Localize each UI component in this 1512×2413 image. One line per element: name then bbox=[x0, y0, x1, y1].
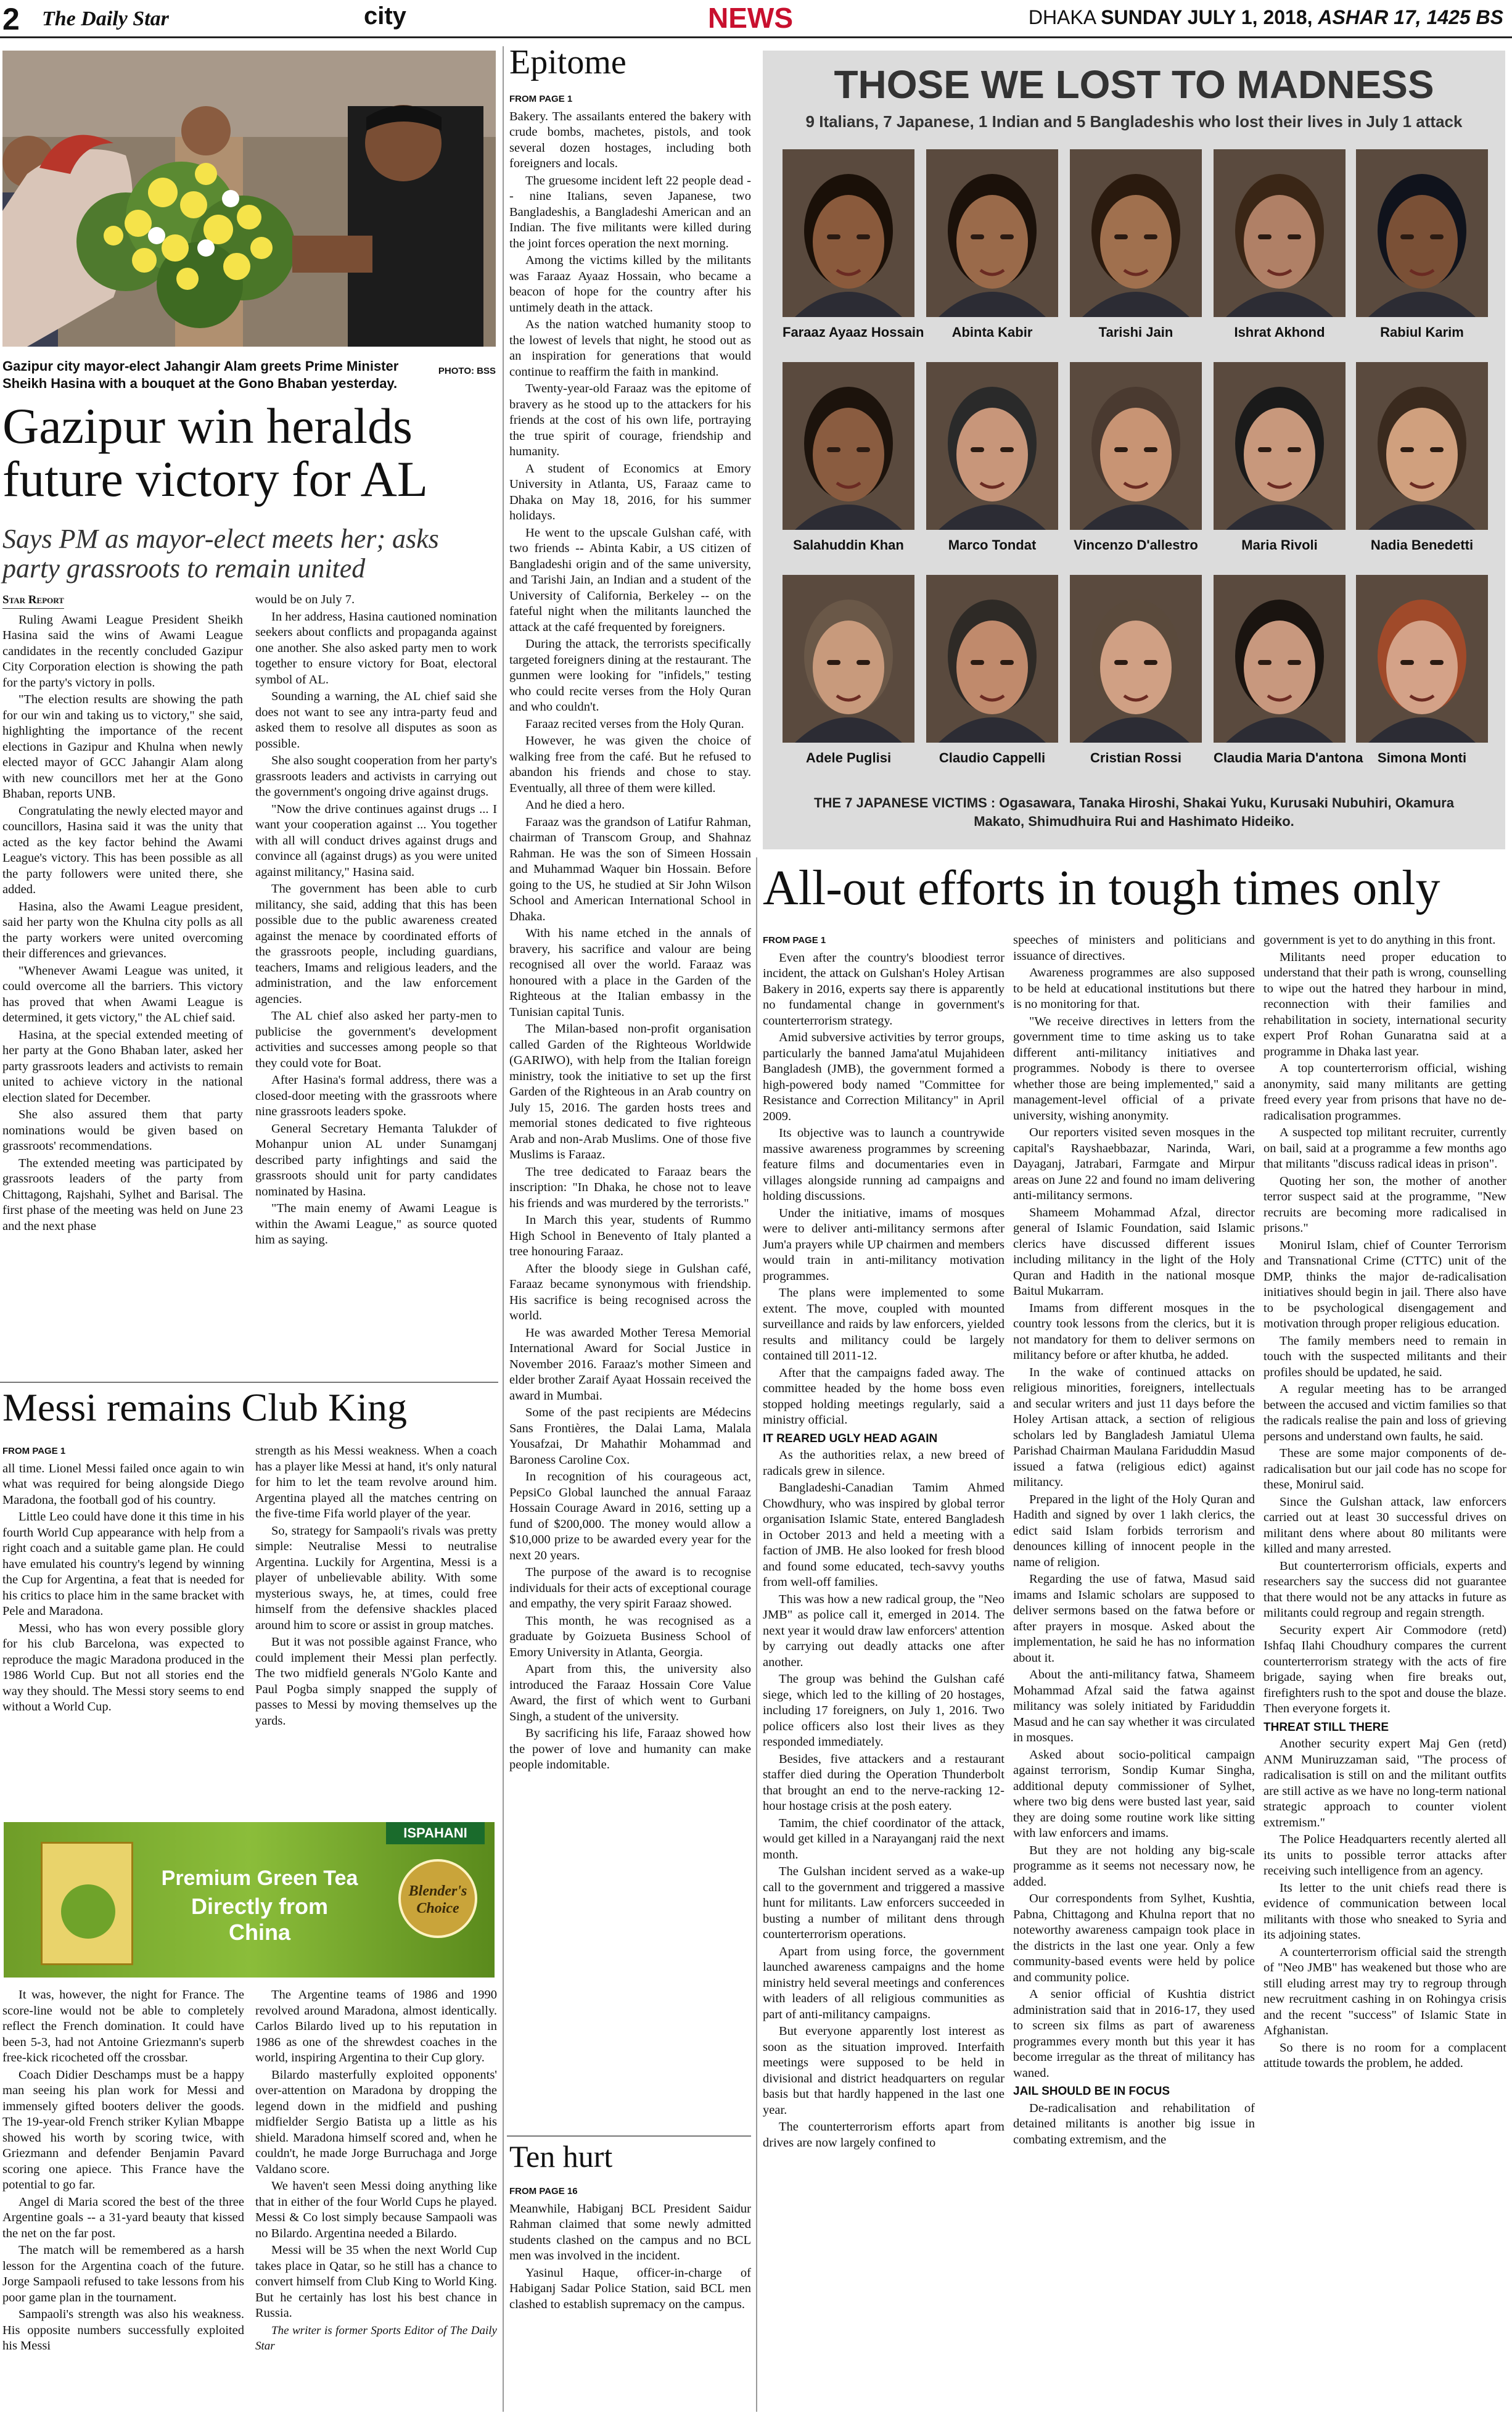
paragraph: About the anti-militancy fatwa, Shameem Mohammad Afzal said the fatwa against militancy was solely initiated by Fariduddin Masud and he can say whether it was circulated in mosques. bbox=[1013, 1668, 1255, 1744]
paragraph-list bbox=[2, 1461, 244, 1715]
paragraph: Bakery. The assailants entered the bakery with crude bombs, machetes, pistols, and took several dozen hostages, including both foreigners and locals. bbox=[509, 109, 751, 170]
paragraph: The government has been able to curb militancy, she said, adding that this has been possible due to the public awareness created against the menace by coordinated efforts of the grassroots people, including guardians, teachers, Imams and religious leaders, and the administration, and the law enforcement agencies. bbox=[255, 882, 497, 1006]
paragraph: It was, however, the night for France. The score-line would not be able to completely reflect the French domination. It could have been 5-3, had not Antoine Griezmann's superb free-kick ricocheted off the crossbar. bbox=[2, 1988, 244, 2064]
paragraph: The AL chief also asked her party-men to publicise the government's development activities and successes among people so that they could vote for Boat. bbox=[255, 1009, 497, 1070]
paragraph: Amid subversive activities by terror groups, particularly the banned Jama'atul Mujahideen Bangladesh (JMB), the government formed a high-powered body named "Committee for Resistance and Correction Militancy" in April 2009. bbox=[763, 1031, 1005, 1123]
ad-product-seal: Blender's Choice bbox=[398, 1859, 477, 1938]
victim-portrait bbox=[1070, 575, 1202, 743]
newspaper-logo: The Daily Star bbox=[42, 7, 169, 30]
masthead bbox=[0, 0, 1512, 38]
epitome-headline: Epitome bbox=[509, 43, 627, 81]
ten-hurt-col bbox=[509, 2184, 751, 2314]
victim-portrait bbox=[1214, 149, 1346, 317]
messi-col-2 bbox=[255, 1443, 497, 1730]
paragraph: Imams from different mosques in the country took lessons from the clerics, but it is not mandatory for them to deliver sermons on militancy before or after khutba, he added. bbox=[1013, 1301, 1255, 1362]
victim-card bbox=[926, 149, 1058, 340]
paragraph: "The election results are showing the path for our win and taking us to victory," she said, highlighting the importance of the recent elections in Gazipur and Khulna when newly elected mayor of GCC Jahangir Alam along with new councillors met her at the Gono Bhaban, reports UNB. bbox=[2, 693, 243, 801]
section-name: city bbox=[364, 2, 406, 30]
paragraph: De-radicalisation and rehabilitation of detained militants is another big issue in combating extremism, and the bbox=[1013, 2101, 1255, 2147]
paragraph: After Hasina's formal address, there was a closed-door meeting with the grassroots where nine grassroots leaders spoke. bbox=[255, 1073, 497, 1118]
allout-headline: All-out efforts in tough times only bbox=[763, 861, 1440, 915]
victim-portrait bbox=[926, 362, 1058, 530]
paragraph: In her address, Hasina cautioned nomination seekers about conflicts and propaganda against one another. She also asked party men to work together to ensure victory for Boat, electoral symbol of AL. bbox=[255, 609, 497, 687]
victim-name: Tarishi Jain bbox=[1098, 324, 1173, 340]
paragraph: Our correspondents from Sylhet, Kushtia, Pabna, Chittagong and Khulna report that no noteworthy awareness campaign took place in the districts in the last one year. Only a few community-based events were held by police and community police. bbox=[1013, 1892, 1255, 1984]
paragraph: Apart from using force, the government launched awareness campaigns and the home ministry held several meetings and conferences with leaders of all religious communities as part of anti-militancy campaigns. bbox=[763, 1944, 1005, 2021]
issue-date bbox=[1029, 6, 1503, 29]
subhead: IT REARED UGLY HEAD AGAIN bbox=[763, 1432, 938, 1445]
allout-col-2 bbox=[1013, 933, 1255, 2149]
paragraph: As the authorities relax, a new breed of radicals grew in silence. bbox=[763, 1448, 1005, 1478]
paragraph: A suspected top militant recruiter, currently on bail, said at a programme a few months ago that militants "discuss radical ideas in prison". bbox=[1263, 1126, 1506, 1171]
victim-portrait bbox=[926, 149, 1058, 317]
paragraph: Angel di Maria scored the best of the three Argentine goals -- a 31-yard beauty that kissed the net on the far post. bbox=[2, 2195, 244, 2240]
page-number: 2 bbox=[2, 2, 20, 36]
japanese-victims-list: THE 7 JAPANESE VICTIMS : Ogasawara, Tanaka Hiroshi, Shakai Yuku, Kurusaki Nubuhiri, Okamura Makato, Shimudhuira Rui and Hashimato Hideiko. bbox=[814, 795, 1454, 829]
paragraph: As the nation watched humanity stoop to the lowest of levels that night, he stood out as an inspiration for generations that would continue to reaffirm the faith in mankind. bbox=[509, 318, 751, 379]
paragraph: The family members need to remain in touch with the suspected militants and their profiles should be updated, he said. bbox=[1263, 1334, 1506, 1379]
victim-card bbox=[1214, 362, 1346, 553]
paragraph: all time. Lionel Messi failed once again to win what was required for being alongside Diego Maradona, the football god of his country. bbox=[2, 1461, 244, 1507]
paragraph-list bbox=[509, 2201, 751, 2313]
paragraph: The Police Headquarters recently alerted all its units to possible terror attacks after receiving such intelligence from an agency. bbox=[1263, 1833, 1506, 1878]
paragraph: Security expert Air Commodore (retd) Ishfaq Ilahi Choudhury compares the current counterterrorism strategy with the acts of fire brigade, saying when fire breaks out, firefighters rush to the spot and douse the blaze. Then everyone forgets it. bbox=[1263, 1623, 1506, 1715]
paragraph: "We receive directives in letters from the government time to time asking us to take different anti-militancy initiatives and programmes. Nobody is there to oversee whether those are being implemented," said a management-level official of a private university, wishing anonymity. bbox=[1013, 1014, 1255, 1123]
paragraph: She also assured them that party nominations would be given based on grassroots' recommendations. bbox=[2, 1108, 243, 1153]
category-label: NEWS bbox=[708, 2, 793, 34]
kicker: FROM PAGE 1 bbox=[2, 1446, 66, 1456]
paragraph: A top counterterrorism official, wishing anonymity, said many militants are getting freed every year from prisons that have no de-radicalisation programmes. bbox=[1263, 1062, 1506, 1123]
gazipur-col-2 bbox=[255, 592, 497, 1250]
paragraph: Asked about socio-political campaign against terrorism, Sondip Kumar Singha, additional deputy commissioner of Sylhet, where two big dens were busted last year, said they are doing some routine work like sitting with law enforcers and imams. bbox=[1013, 1747, 1255, 1840]
paragraph: The purpose of the award is to recognise individuals for their acts of exceptional courage and empathy, the very spirit Faraaz showed. bbox=[509, 1565, 751, 1611]
victim-name: Vincenzo D'allestro bbox=[1074, 537, 1198, 553]
ad-line-2: Directly from China bbox=[191, 1894, 329, 1945]
paragraph: would be on July 7. bbox=[255, 593, 355, 606]
victim-name: Salahuddin Khan bbox=[793, 537, 904, 553]
paragraph: Hasina, also the Awami League president, said her party won the Khulna city polls as all the party workers were united overcoming their differences and grievances. bbox=[2, 899, 243, 960]
memorial-panel bbox=[763, 51, 1505, 849]
photo-credit: PHOTO: BSS bbox=[438, 366, 496, 376]
paragraph: A counterterrorism official said the strength of "Neo JMB" has weakened but those who are still eluding arrest may try to regroup through new recruitment cashing in on Rohingya crisis and the recent "success" of Islamic State in Afghanistan. bbox=[1263, 1945, 1506, 2037]
paragraph: Awareness programmes are also supposed to be held at educational institutions but there is no monitoring for that. bbox=[1013, 966, 1255, 1011]
paragraph: She also sought cooperation from her party's grassroots leaders and activists in carrying out the government's ongoing drive against drugs. bbox=[255, 754, 497, 799]
messi-col-1 bbox=[2, 1443, 244, 1717]
paragraph: He was awarded Mother Teresa Memorial International Award for Social Justice in November 2016. Faraaz's mother Simeen and elder brother Zaraif Ayaat Hossain received the award in Mumbai. bbox=[509, 1326, 751, 1403]
kicker: FROM PAGE 16 bbox=[509, 2186, 578, 2196]
victim-card bbox=[1356, 575, 1488, 766]
victim-name: Cristian Rossi bbox=[1090, 750, 1181, 765]
paragraph: Quoting her son, the mother of another terror suspect said at the programme, "New recruits are becoming more radicalised in prisons." bbox=[1263, 1174, 1506, 1235]
paragraph: Shameem Mohammad Afzal, director general of Islamic Foundation, said Islamic clerics have discussed different issues including militancy in the light of the Holy Quran and Hadith in the national mosque Baitul Mukarram. bbox=[1013, 1205, 1255, 1298]
hasina-bouquet-photo bbox=[2, 51, 496, 347]
paragraph: "The main enemy of Awami League is within the Awami League," as source quoted him as saying. bbox=[255, 1202, 497, 1247]
photo-illustration bbox=[2, 51, 496, 347]
paragraph-list bbox=[255, 592, 497, 1248]
ten-hurt-headline: Ten hurt bbox=[509, 2139, 613, 2174]
paragraph: The Gulshan incident served as a wake-up call to the government and triggered a massive hunt for militants. Law enforcers succeeded in busting a number of militant dens through counterterrorism operations. bbox=[763, 1865, 1005, 1941]
paragraph: Some of the past recipients are Médecins Sans Frontières, the Dalai Lama, Malala Yousafzai, Dr Mahathir Mohammad and Baroness Caroline Cox. bbox=[509, 1406, 751, 1467]
paragraph: The match will be remembered as a harsh lesson for the Argentina coach of the future. Jorge Sampaoli refused to take lessons from his poor game plan in the tournament. bbox=[2, 2243, 244, 2304]
paragraph: Bilardo masterfully exploited opponents' over-attention on Maradona by dropping the legend down in the midfield and pushing midfielder Sergio Batista up a little as his shield. Maradona himself scored and, when he couldn't, he made Jorge Burruchaga and Jorge Valdano score. bbox=[255, 2068, 497, 2176]
gazipur-col-1 bbox=[2, 592, 243, 1235]
ad-line-1: Premium Green Tea bbox=[161, 1866, 358, 1890]
victim-card bbox=[1356, 149, 1488, 340]
paragraph: Our reporters visited seven mosques in the capital's Rayshaebbazar, Narinda, Wari, Dayaganj, Jatrabari, Farmgate and Mirpur areas on June 22 and found no imam delivering anti-militancy sermons. bbox=[1013, 1126, 1255, 1202]
victim-card bbox=[1070, 362, 1202, 553]
paragraph: "Now the drive continues against drugs ... I want your cooperation against ... You together with all will conduct drives against drugs and convince all (against drugs) as you were united against militancy," Hasina said. bbox=[255, 802, 497, 879]
paragraph: Its letter to the unit chiefs read there is evidence of communication between local militants with those who sneaked to Syria and its adjoining states. bbox=[1263, 1881, 1506, 1942]
paragraph: The gruesome incident left 22 people dead -- nine Italians, seven Japanese, two Bangladeshis, a Bangladeshi American and an Indian. The five militants were killed during the joint forces operation the next morning. bbox=[509, 173, 751, 250]
paragraph: Since the Gulshan attack, law enforcers carried out at least 30 successful drives on militant dens where about 80 militants were killed and many arrested. bbox=[1263, 1495, 1506, 1556]
paragraph: After the bloody siege in Gulshan café, Faraaz became synonymous with friendship. His sacrifice is being recognised across the world. bbox=[509, 1261, 751, 1322]
paragraph: A regular meeting has to be arranged between the accused and victim families so that the radicals realise the pain and loss of grieving persons and understand own faults, he said. bbox=[1263, 1382, 1506, 1443]
paragraph: Hasina, at the special extended meeting of her party at the Gono Bhaban later, asked her party grassroots leaders and activists to remain united to achieve victory in the national election slated for December. bbox=[2, 1028, 243, 1105]
victim-card bbox=[783, 149, 924, 340]
kicker: FROM PAGE 1 bbox=[763, 935, 826, 946]
victim-card bbox=[1214, 575, 1363, 766]
epitome-col bbox=[509, 91, 751, 1775]
messi-col-4 bbox=[255, 1987, 497, 2356]
victim-portrait bbox=[1070, 149, 1202, 317]
section-divider bbox=[0, 1382, 498, 1383]
victim-name: Abinta Kabir bbox=[951, 324, 1033, 340]
paragraph: Besides, five attackers and a restaurant staffer died during the Operation Thunderbolt that brought an end to the nerve-racking 12-hour hostage crisis at the posh eatery. bbox=[763, 1752, 1005, 1813]
paragraph: Under the initiative, imams of mosques were to deliver anti-militancy sermons after Jum'a prayers while UP chairmen and members would train in anti-militancy motivation programmes. bbox=[763, 1206, 1005, 1283]
victim-card bbox=[783, 575, 914, 766]
paragraph: Apart from this, the university also introduced the Faraaz Hossain Core Value Award, the first of which went to Gurbani Singh, a student of the university. bbox=[509, 1662, 751, 1723]
paragraph: In the wake of continued attacks on religious minorities, foreigners, intellectuals and secular writers and just 11 days before the Holey Artisan attack, a section of religious scholars led by Bangladesh Jamiatul Ulema Parishad Chairman Maulana Fariduddin Masud issued a fatwa (religious edict) against militancy. bbox=[1013, 1365, 1255, 1489]
paragraph: Congratulating the newly elected mayor and councillors, Hasina said it was the unity that acted as the key factor behind the Awami League's victory. This has been possible as all the party followers were united there, she added. bbox=[2, 804, 243, 896]
paragraph-list bbox=[255, 1443, 497, 1729]
writer-note: The writer is former Sports Editor of The Daily Star bbox=[255, 2324, 497, 2353]
green-tea-advertisement[interactable] bbox=[4, 1822, 495, 1978]
messi-headline: Messi remains Club King bbox=[2, 1385, 407, 1429]
paragraph: Monirul Islam, chief of Counter Terrorism and Transnational Crime (CTTC) unit of the DMP, thinks the major de-radicalisation initiatives should begin in jail. There also have to be psychological disengagement and motivation through proper religious education. bbox=[1263, 1238, 1506, 1330]
victim-portrait bbox=[1356, 149, 1488, 317]
paragraph: strength as his Messi weakness. When a coach has a player like Messi at hand, it's only natural for him to let the team revolve around him. Argentina played all the matches centring on the five-time Fifa world player of the year. bbox=[255, 1444, 497, 1520]
paragraph: However, he was given the choice of walking free from the café. But he refused to abandon his friends and chose to stay. Eventually, all three of them were killed. bbox=[509, 734, 751, 795]
kicker: FROM PAGE 1 bbox=[509, 94, 573, 104]
paragraph: government is yet to do anything in this front. bbox=[1263, 933, 1496, 947]
victim-name: Claudio Cappelli bbox=[939, 750, 1046, 765]
victim-name: Faraaz Ayaaz Hossain bbox=[783, 324, 924, 340]
victim-card bbox=[926, 575, 1058, 766]
paragraph: This was how a new radical group, the "Neo JMB" as police call it, emerged in 2014. The next year it would draw law enforcers' attention by carrying out deadly attacks one after another. bbox=[763, 1592, 1005, 1669]
victim-portrait bbox=[783, 149, 914, 317]
paragraph: Even after the country's bloodiest terror incident, the attack on Gulshan's Holey Artisan Bakery in 2016, experts say there is apparently no fundamental change in government's counterterrorism strategy. bbox=[763, 951, 1005, 1028]
victim-portrait bbox=[1070, 362, 1202, 530]
memorial-subtitle: 9 Italians, 7 Japanese, 1 Indian and 5 Bangladeshis who lost their lives in July 1 attack bbox=[805, 112, 1463, 131]
gazipur-headline: Gazipur win heralds future victory for AL bbox=[2, 398, 428, 508]
victim-name: Nadia Benedetti bbox=[1370, 537, 1474, 553]
tea-box-graphic bbox=[41, 1842, 133, 1965]
section-divider bbox=[507, 2135, 751, 2137]
date-text: SUNDAY JULY 1, 2018, bbox=[1101, 6, 1313, 28]
paragraph-list bbox=[1263, 933, 1506, 2072]
paragraph: We haven't seen Messi doing anything like that in either of the four World Cups he played. Messi & Co lost simply because Sampaoli was no Bilardo. Argentina needed a Bilardo. bbox=[255, 2179, 497, 2240]
paragraph: He went to the upscale Gulshan café, with two friends -- Abinta Kabir, a US citizen of Bangladeshi origin and of the same university, and Tarishi Jain, an Indian and a student of the University of California, Berkeley -- on the fateful night when the militants launched the attack at the café frequented by foreigners. bbox=[509, 526, 751, 634]
victim-portrait bbox=[783, 575, 914, 743]
paragraph: Little Leo could have done it this time in his fourth World Cup appearance with help from a right coach and a suitable game plan. He could have emulated his country's legend by winning the Cup for Argentina, a feat that is needed for his critics to place him in the same bracket with Pele and Maradona. bbox=[2, 1510, 244, 1618]
victim-card bbox=[926, 362, 1058, 553]
victim-portrait bbox=[1214, 575, 1346, 743]
subhead: THREAT STILL THERE bbox=[1263, 1720, 1389, 1734]
victim-card bbox=[1070, 149, 1202, 340]
victim-card bbox=[1356, 362, 1488, 553]
paragraph: But it was not possible against France, who could implement their Messi plan perfectly. The two midfield generals N'Golo Kante and Paul Pogba simply snapped the supply of passes to Messi by moving themselves up the yards. bbox=[255, 1635, 497, 1728]
paragraph: Regarding the use of fatwa, Masud said imams and Islamic scholars are supposed to deliver sermons based on the fatwa before or after prayers in mosque. Asked about the implementation, he said he has no information about it. bbox=[1013, 1572, 1255, 1665]
paragraph: A student of Economics at Emory University in Atlanta, US, Faraaz came to Dhaka on May 18, 2016, for his summer holidays. bbox=[509, 461, 751, 522]
photo-caption bbox=[2, 358, 496, 392]
paragraph-list bbox=[1013, 933, 1255, 2148]
paragraph: Yasinul Haque, officer-in-charge of Habiganj Sadar Police Station, said BCL men clashed to establish supremacy on the campus. bbox=[509, 2266, 751, 2311]
paragraph: By sacrificing his life, Faraaz showed how the power of love and humanity can make people indomitable. bbox=[509, 1726, 751, 1772]
allout-col-3 bbox=[1263, 933, 1506, 2073]
allout-col-1 bbox=[763, 933, 1005, 2152]
paragraph: Messi, who has won every possible glory for his club Barcelona, was expected to reproduce the magic Maradona produced in the 1986 World Cup. But not all stories end the way they should. The Messi story seems to end without a World Cup. bbox=[2, 1621, 244, 1714]
paragraph: And he died a hero. bbox=[525, 798, 625, 812]
paragraph: Ruling Awami League President Sheikh Hasina said the wins of Awami League candidates in the recently concluded Gazipur City Corporation election is showing the path for the party's victory in polls. bbox=[2, 613, 243, 690]
paragraph-list bbox=[763, 951, 1005, 2151]
paragraph: speeches of ministers and politicians and issuance of directives. bbox=[1013, 933, 1255, 963]
column-rule bbox=[756, 857, 757, 2412]
victim-name: Ishrat Akhond bbox=[1234, 324, 1325, 340]
victim-name: Maria Rivoli bbox=[1241, 537, 1318, 553]
ad-brand: ISPAHANI bbox=[386, 1822, 485, 1844]
paragraph: The plans were implemented to some extent. The move, coupled with mounted surveillance and raids by law enforcers, yielded results and militancy could be largely contained till 2011-12. bbox=[763, 1286, 1005, 1363]
victim-name: Claudia Maria D'antona bbox=[1214, 750, 1363, 765]
paragraph: The Argentine teams of 1986 and 1990 revolved around Maradona, almost identically. Carlos Bilardo lived up to his reputation in 1986 as one of the shrewdest coaches in the world, inspiring Argentina to their Cup glory. bbox=[255, 1988, 497, 2064]
paragraph: These are some major components of de-radicalisation but our jail code has no scope for these, Monirul said. bbox=[1263, 1446, 1506, 1491]
victim-portrait bbox=[783, 362, 914, 530]
paragraph: But everyone apparently lost interest as soon as the situation improved. Interfaith meetings were supposed to be held in divisional and district headquarters on regular basis but that hardly happened in the last one year. bbox=[763, 2024, 1005, 2117]
paragraph: During the attack, the terrorists specifically targeted foreigners dining at the restaurant. The gunmen were looking for "infidels," testing who could recite verses from the Holy Quran and who couldn't. bbox=[509, 637, 751, 714]
paragraph: Among the victims killed by the militants was Faraaz Ayaaz Hossain, who became a beacon of hope for the country after his untimely death in the attack. bbox=[509, 254, 751, 315]
paragraph: The counterterrorism efforts apart from drives are now largely confined to bbox=[763, 2120, 1005, 2150]
paragraph: Another security expert Maj Gen (retd) ANM Muniruzzaman said, "The process of radicalisation is still on and the militant outfits are still active as we have no long-term national strategic approach to counter violent extremism." bbox=[1263, 1737, 1506, 1829]
paragraph: In March this year, students of Rummo High School in Benevento of Italy planted a tree honouring Faraaz. bbox=[509, 1213, 751, 1258]
paragraph: Coach Didier Deschamps must be a happy man seeing his plan work for Messi and immensely gifted booters deliver the goods. The 19-year-old French striker Kylian Mbappe showed his worth by scoring twice, with Griezmann and defender Benjamin Pavard scoring one apiece. This France have the potential to go far. bbox=[2, 2068, 244, 2192]
paragraph-list bbox=[2, 1987, 244, 2354]
paragraph: But they are not holding any big-scale programme as it seems not necessary now, he added. bbox=[1013, 1843, 1255, 1889]
paragraph: Bangladeshi-Canadian Tamim Ahmed Chowdhury, who was inspired by global terror organisation Islamic State, entered Bangladesh in October 2013 and held a meeting with a faction of JMB. He also looked for fresh blood and found some educated, tech-savvy youths from well-off families. bbox=[763, 1481, 1005, 1589]
subhead: JAIL SHOULD BE IN FOCUS bbox=[1013, 2085, 1170, 2098]
paragraph: "Whenever Awami League was united, it could overcome all the barriers. This victory has proved that when Awami League is determined, it gets victory," the AL chief said. bbox=[2, 963, 243, 1025]
victim-card bbox=[783, 362, 914, 553]
victim-name: Simona Monti bbox=[1377, 750, 1467, 765]
paragraph: Prepared in the light of the Holy Quran and Hadith and signed by over 1 lakh clerics, the edict said Islam forbids terrorism and denounces killing of innocent people in the name of religion. bbox=[1013, 1492, 1255, 1569]
victim-card bbox=[1214, 149, 1346, 340]
paragraph: Messi will be 35 when the next World Cup takes place in Qatar, so he still has a chance to convert himself from Club King to World King. But he certainly has lost his best chance in Russia. bbox=[255, 2243, 497, 2320]
paragraph: After that the campaigns faded away. The committee headed by the home boss even stopped holding meetings regularly, said a ministry official. bbox=[763, 1366, 1005, 1427]
victim-name: Adele Puglisi bbox=[805, 750, 892, 765]
paragraph: The Milan-based non-profit organisation called Garden of the Righteous Worldwide (GARIWO), with help from the Italian foreign ministry, took the initiative to set up the first Garden of the Righteous in an Arab country on July 15, 2016. The garden hosts trees and memorial stones dedicated to five righteous Arab and non-Arab Muslims. One of those five Muslims is Faraaz. bbox=[509, 1022, 751, 1161]
paragraph: Faraaz was the grandson of Latifur Rahman, chairman of Transcom Group, and Shahnaz Rahman. He was the son of Simeen Hossain and Muhammad Waquer bin Hossain. Before going to the US, he studied at Sir John Wilson School and American International School in Dhaka. bbox=[509, 815, 751, 923]
column-rule bbox=[503, 46, 504, 2412]
paragraph: So there is no room for a complacent attitude towards the problem, he added. bbox=[1263, 2040, 1506, 2070]
paragraph: The extended meeting was participated by grassroots leaders of the party from Chittagong, Rajshahi, Sylhet and Barisal. The first phase of the meeting was held on June 23 and the next phase bbox=[2, 1156, 243, 1233]
paragraph: So, strategy for Sampaoli's rivals was pretty simple: Neutralise Messi to neutralise Argentina. Luckily for Argentina, Messi is a player of unbelievable ability. With some mysterious sways, he, at times, could free himself from the defensive shackles placed around him to score or assist in group matches. bbox=[255, 1524, 497, 1632]
paragraph: Sampaoli's strength was also his weakness. His opposite numbers successfully exploited his Messi bbox=[2, 2308, 244, 2353]
paragraph-list bbox=[2, 613, 243, 1235]
gazipur-deck: Says PM as mayor-elect meets her; asks party grassroots to remain united bbox=[2, 524, 439, 584]
paragraph: With his name etched in the annals of bravery, his sacrifice and valour are being recognised all over the world. Faraaz was honoured with a place in the Garden of the Righteous at the Italian embassy in the Tunisian capital Tunis. bbox=[509, 926, 751, 1019]
messi-col-3 bbox=[2, 1987, 244, 2356]
caption-text: Gazipur city mayor-elect Jahangir Alam greets Prime Minister Sheikh Hasina with a bouquet at the Gono Bhaban yesterday. bbox=[2, 358, 399, 391]
paragraph: General Secretary Hemanta Talukder of Mohanpur union AL under Sunamganj described party infightings and said the grassroots should unit for party candidates nominated by Hasina. bbox=[255, 1121, 497, 1198]
paragraph: Tamim, the chief coordinator of the attack, would get killed in a Narayanganj raid the next month. bbox=[763, 1816, 1005, 1862]
paragraph: Its objective was to launch a countrywide massive awareness programmes by screening feature films and documentaries even in villages alongside running ad campaigns and holding discussions. bbox=[763, 1126, 1005, 1203]
victim-portrait bbox=[1356, 362, 1488, 530]
paragraph: The group was behind the Gulshan café siege, which led to the killing of 20 hostages, including 17 foreigners, on July 1, 2016. Two police officers also lost their lives as they responded immediately. bbox=[763, 1672, 1005, 1749]
victim-portrait bbox=[1214, 362, 1346, 530]
date-prefix: DHAKA bbox=[1028, 6, 1096, 28]
paragraph: This month, he was recognised as a graduate by Goizueta Business School of Emory University in Atlanta, Georgia. bbox=[509, 1614, 751, 1659]
paragraph: Sounding a warning, the AL chief said she does not want to see any intra-party feud and asked them to resolve all disputes as soon as possible. bbox=[255, 690, 497, 751]
paragraph: Meanwhile, Habiganj BCL President Saidur Rahman claimed that some newly admitted students clashed on the campus and no BCL men was involved in the incident. bbox=[509, 2201, 751, 2262]
memorial-title: THOSE WE LOST TO MADNESS bbox=[834, 62, 1434, 107]
paragraph-list bbox=[255, 1987, 497, 2322]
paragraph: A senior official of Kushtia district administration said that in 2016-17, they used to screen six films as part of awareness programmes every month but this year it has become irregular as the threat of militancy has waned. bbox=[1013, 1987, 1255, 2080]
paragraph: Militants need proper education to understand that their path is wrong, counselling to wipe out the hatred they harbour in mind, reconnection with their families and rehabilitation in society, international security expert Prof Rohan Gunaratna said at a programme in Dhaka last year. bbox=[1263, 950, 1506, 1058]
paragraph: But counterterrorism officials, experts and researchers say the success did not guarantee that there would not be any attacks in future as militants could regroup and regain strength. bbox=[1263, 1559, 1506, 1620]
victim-portrait bbox=[926, 575, 1058, 743]
victim-card bbox=[1070, 575, 1202, 766]
leaf-icon bbox=[61, 1884, 115, 1939]
paragraph: Faraaz recited verses from the Holy Quran. bbox=[525, 717, 744, 731]
victim-portrait bbox=[1356, 575, 1488, 743]
paragraph-list bbox=[509, 109, 751, 1773]
byline: Star Report bbox=[2, 592, 64, 609]
victim-name: Marco Tondat bbox=[948, 537, 1037, 553]
paragraph: The tree dedicated to Faraaz bears the inscription: "In Dhaka, he chose not to leave his friends and was murdered by the terrorists." bbox=[509, 1165, 751, 1210]
paragraph: In recognition of his courageous act, PepsiCo Global launched the annual Faraaz Hossain Courage Award in 2016, setting up a fund of $200,000. The money would allow a $10,000 prize to be awarded every year for the next 20 years. bbox=[509, 1470, 751, 1562]
bangla-date: ASHAR 17, 1425 BS bbox=[1318, 6, 1503, 28]
victim-name: Rabiul Karim bbox=[1380, 324, 1464, 340]
paragraph: Twenty-year-old Faraaz was the epitome of bravery as he stood up to the attackers for his friends at the cost of his own life, portraying the true spirit of courage, friendship and humanity. bbox=[509, 382, 751, 458]
